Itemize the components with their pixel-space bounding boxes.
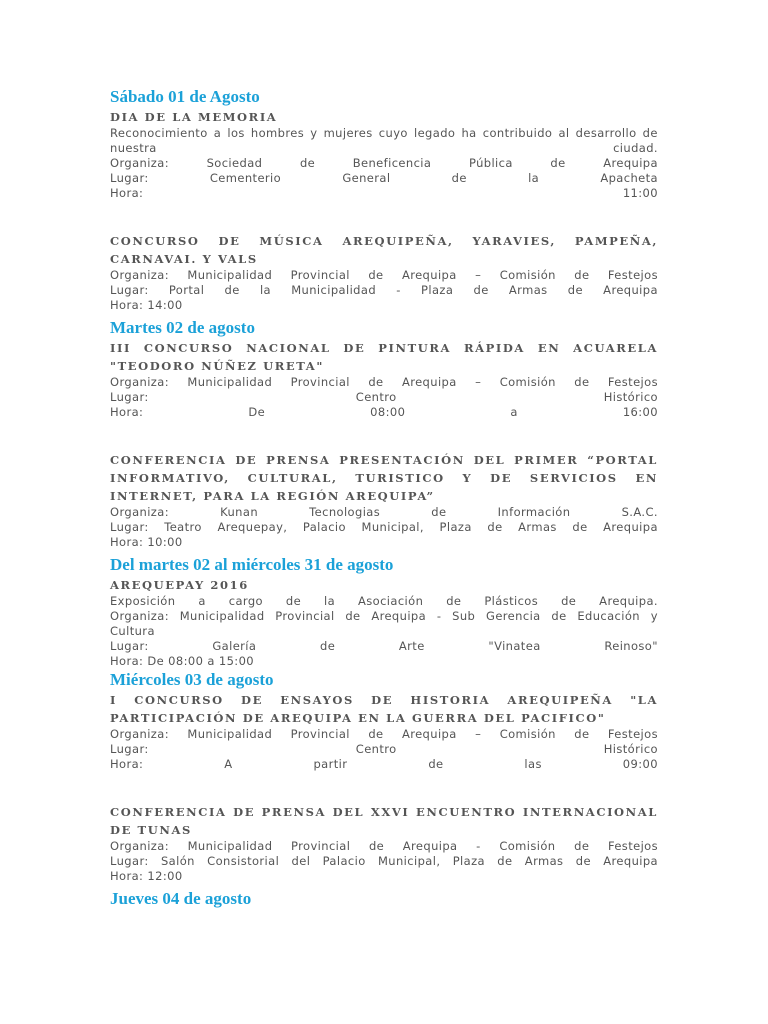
event-location (110, 390, 658, 405)
text-word: - (396, 283, 401, 297)
text-word: Municipal, (377, 854, 441, 868)
text-word: De (248, 405, 266, 419)
text-word: General (342, 171, 391, 185)
text-word: Provincial (290, 727, 350, 741)
event-title-concurso-musica: CONCURSO DE MÚSICA AREQUIPEÑA, YARAVIES, PAMPEÑA, CARNAVAI. Y VALS (110, 234, 658, 266)
text-word: Municipalidad (187, 268, 273, 282)
text-word: a (198, 594, 206, 608)
event-organizer-cont: Cultura (110, 624, 155, 638)
event-description (110, 126, 658, 141)
text-word: legado (413, 126, 456, 140)
text-word: de (368, 727, 384, 741)
text-word: de (551, 609, 567, 623)
text-word: Plaza (421, 283, 454, 297)
text-word: Lugar: (110, 390, 149, 404)
text-word: de (368, 839, 385, 853)
text-word: Hora: (110, 405, 144, 419)
text-word: Plaza (452, 854, 485, 868)
text-word: 09:00 (622, 757, 658, 771)
text-word: de (550, 156, 566, 170)
text-word: las (524, 757, 542, 771)
text-word: Histórico (603, 390, 658, 404)
text-word: Arequepay, (217, 520, 288, 534)
text-word: S.A.C. (621, 505, 658, 519)
text-word: Exposición (110, 594, 176, 608)
text-word: de (345, 609, 361, 623)
text-word: Provincial (275, 609, 335, 623)
text-word: Festejos (607, 839, 658, 853)
text-word: Lugar: (110, 520, 149, 534)
text-word: Arequipa (371, 609, 427, 623)
text-word: hombres (250, 126, 305, 140)
event-organizer (110, 609, 658, 624)
text-word: Educación (577, 609, 640, 623)
event-location (110, 639, 658, 654)
text-word: Provincial (291, 839, 351, 853)
text-word: la (528, 171, 540, 185)
text-word: la (324, 594, 336, 608)
text-word: Palacio (322, 854, 366, 868)
text-word: de (428, 757, 444, 771)
text-word: Arequipa (401, 375, 457, 389)
text-word: Asociación (357, 594, 424, 608)
text-word: Beneficencia (352, 156, 432, 170)
text-word: Municipalidad (187, 727, 273, 741)
text-word: Festejos (607, 727, 658, 741)
text-word: Municipalidad (187, 839, 273, 853)
text-word: Organiza: (110, 839, 169, 853)
event-location (110, 520, 658, 535)
text-word: Comisión (499, 268, 556, 282)
text-word: del (291, 854, 311, 868)
text-word: Municipalidad (187, 375, 273, 389)
text-word: Lugar: (110, 742, 149, 756)
text-word: de (320, 639, 336, 653)
text-word: de (561, 594, 577, 608)
text-word: Plaza (439, 520, 472, 534)
text-word: A (224, 757, 233, 771)
text-word: Arequipa (603, 283, 658, 297)
event-description-word: nuestra (110, 141, 157, 155)
text-word: de (368, 268, 384, 282)
event-title-ensayos: I CONCURSO DE ENSAYOS DE HISTORIA AREQUIPEÑA "LA PARTICIPACIÓN DE AREQUIPA EN LA GUERRA DEL PACIFICO" (110, 693, 658, 725)
text-word: partir (313, 757, 348, 771)
text-word: la (259, 283, 271, 297)
text-word: de (285, 594, 302, 608)
text-word: contribuido (482, 126, 553, 140)
event-description-word: ciudad. (613, 141, 658, 155)
text-word: Organiza: (110, 505, 169, 519)
text-word: Apacheta (600, 171, 658, 185)
text-word: Cementerio (209, 171, 282, 185)
text-word: Festejos (607, 268, 658, 282)
text-word: Municipalidad (179, 609, 265, 623)
event-organizer (110, 156, 658, 171)
text-word: y (310, 126, 318, 140)
text-word: los (227, 126, 245, 140)
text-word: de (473, 283, 489, 297)
event-location (110, 854, 658, 869)
day-heading-miercoles: Miércoles 03 de agosto (110, 670, 274, 689)
text-word: de (487, 520, 503, 534)
event-title-conferencia-portal: CONFERENCIA DE PRENSA PRESENTACIÓN DEL PRIMER “PORTAL INFORMATIVO, CULTURAL, TURISTICO Y DE SERVICIOS EN INTERNET, PARA LA REGIÓN AREQUIPA” (110, 453, 658, 503)
event-time: Hora: 12:00 (110, 869, 183, 883)
text-word: a (213, 126, 222, 140)
event-time: Hora: 14:00 (110, 298, 183, 312)
text-word: Lugar: (110, 639, 149, 653)
text-word: de (567, 283, 583, 297)
text-word: Festejos (607, 375, 658, 389)
text-word: de (451, 171, 467, 185)
text-word: 11:00 (622, 186, 658, 200)
text-word: de (574, 375, 590, 389)
text-word: Arequipa. (599, 594, 658, 608)
event-description-cont (110, 141, 658, 156)
event-time (110, 186, 658, 201)
event-organizer (110, 505, 658, 520)
text-word: Provincial (290, 375, 350, 389)
text-word: Centro (355, 390, 397, 404)
text-word: Armas (508, 283, 548, 297)
day-heading-sabado: Sábado 01 de Agosto (110, 87, 260, 106)
text-word: Tecnologias (309, 505, 381, 519)
text-word: Organiza: (110, 268, 169, 282)
text-word: desarrollo (575, 126, 637, 140)
text-word: Sub (452, 609, 476, 623)
text-word: Gerencia (486, 609, 541, 623)
text-word: Histórico (603, 742, 658, 756)
text-word: de (299, 156, 316, 170)
day-heading-martes: Martes 02 de agosto (110, 318, 255, 337)
text-word: Reinoso" (604, 639, 658, 653)
text-word: Reconocimiento (110, 126, 208, 140)
event-title-dia-memoria: DIA DE LA MEMORIA (110, 110, 278, 124)
text-word: – (475, 375, 482, 389)
text-word: Palacio (302, 520, 346, 534)
event-calendar (110, 86, 658, 910)
text-word: Centro (355, 742, 397, 756)
text-word: Municipal, (361, 520, 424, 534)
text-word: ha (461, 126, 477, 140)
text-word: de (497, 854, 513, 868)
text-word: - (476, 839, 481, 853)
text-word: y (650, 609, 658, 623)
text-word: Arequipa (402, 839, 458, 853)
text-word: 16:00 (622, 405, 658, 419)
text-word: cargo (228, 594, 263, 608)
text-word: Lugar: (110, 854, 149, 868)
text-word: de (368, 375, 384, 389)
text-word: Arequipa (603, 156, 658, 170)
event-organizer (110, 839, 658, 854)
event-time: Hora: 10:00 (110, 535, 183, 549)
text-word: Consistorial (207, 854, 280, 868)
text-word: Comisión (499, 839, 556, 853)
text-word: de (572, 520, 588, 534)
text-word: de (574, 839, 590, 853)
text-word: de (575, 854, 591, 868)
text-word: Hora: (110, 186, 144, 200)
text-word: de (431, 505, 447, 519)
text-word: Información (497, 505, 571, 519)
day-heading-rango: Del martes 02 al miércoles 31 de agosto (110, 555, 394, 574)
text-word: al (558, 126, 570, 140)
text-word: Arequipa (401, 727, 457, 741)
text-word: mujeres (323, 126, 373, 140)
text-word: Organiza: (110, 609, 169, 623)
day-heading-jueves: Jueves 04 de agosto (110, 889, 252, 908)
event-organizer (110, 268, 658, 283)
text-word: Arequipa (603, 854, 658, 868)
text-word: de (446, 594, 462, 608)
event-description (110, 594, 658, 609)
text-word: "Vinatea (488, 639, 541, 653)
text-word: Plásticos (484, 594, 539, 608)
event-location (110, 171, 658, 186)
event-title-conferencia-tunas: CONFERENCIA DE PRENSA DEL XXVI ENCUENTRO INTERNACIONAL DE TUNAS (110, 805, 658, 837)
text-word: de (574, 727, 590, 741)
event-location (110, 283, 658, 298)
event-location (110, 742, 658, 757)
event-time (110, 757, 658, 772)
text-word: Armas (524, 854, 564, 868)
text-word: de (574, 268, 590, 282)
event-time: Hora: De 08:00 a 15:00 (110, 654, 255, 668)
text-word: Galería (212, 639, 257, 653)
text-word: Lugar: (110, 171, 149, 185)
text-word: Arte (398, 639, 425, 653)
text-word: Comisión (499, 727, 556, 741)
text-word: Municipalidad (291, 283, 377, 297)
event-title-pintura: III CONCURSO NACIONAL DE PINTURA RÁPIDA EN ACUARELA "TEODORO NÚÑEZ URETA" (110, 341, 658, 373)
text-word: Sociedad (206, 156, 263, 170)
text-word: Comisión (499, 375, 556, 389)
text-word: de (642, 126, 658, 140)
text-word: Teatro (164, 520, 202, 534)
event-title-arequepay: AREQUEPAY 2016 (110, 578, 249, 592)
text-word: Armas (518, 520, 557, 534)
text-word: Arequipa (603, 520, 658, 534)
text-word: Organiza: (110, 156, 169, 170)
event-organizer (110, 375, 658, 390)
text-word: Provincial (290, 268, 350, 282)
text-word: Kunan (220, 505, 259, 519)
text-word: cuyo (378, 126, 408, 140)
text-word: Lugar: (110, 283, 149, 297)
text-word: Organiza: (110, 727, 169, 741)
text-word: Portal (168, 283, 205, 297)
text-word: Pública (468, 156, 513, 170)
text-word: – (475, 268, 482, 282)
text-word: de (224, 283, 240, 297)
text-word: 08:00 (370, 405, 406, 419)
text-word: a (510, 405, 518, 419)
text-word: - (436, 609, 442, 623)
event-organizer (110, 727, 658, 742)
text-word: Salón (160, 854, 195, 868)
text-word: Organiza: (110, 375, 169, 389)
event-time (110, 405, 658, 420)
text-word: Hora: (110, 757, 144, 771)
text-word: Arequipa (401, 268, 457, 282)
text-word: – (475, 727, 482, 741)
